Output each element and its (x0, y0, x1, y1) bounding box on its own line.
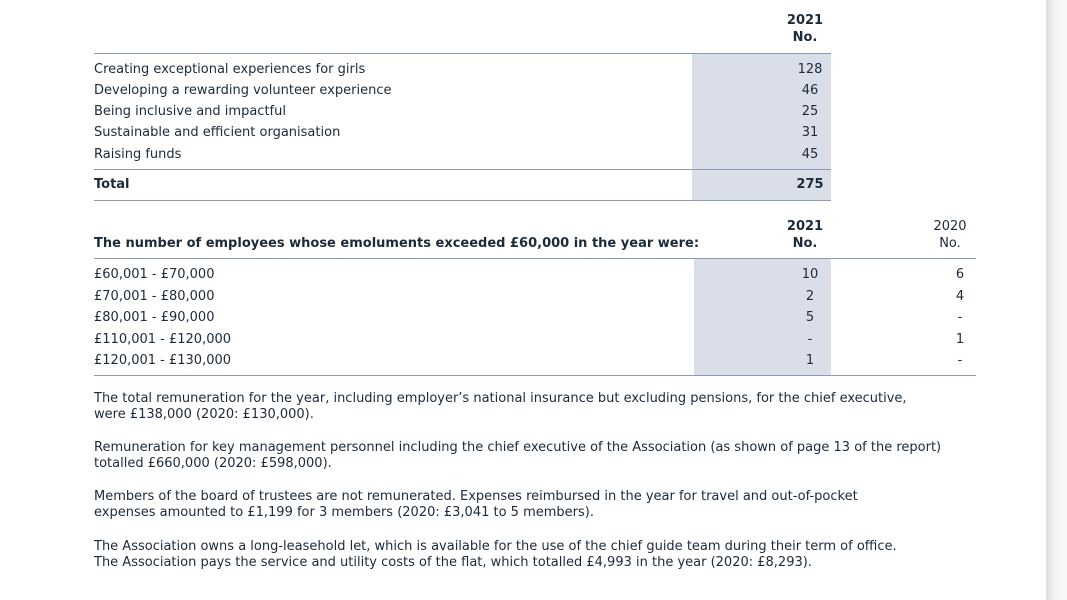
table2-2021-header-unit: No. (792, 236, 818, 251)
row-value: 46 (801, 83, 819, 98)
table1-total-value: 275 (796, 177, 824, 192)
paragraph-line: Members of the board of trustees are not remunerated. Expenses reimbursed in the year for travel and out-of-pocket (94, 489, 858, 504)
paragraph-line: expenses amounted to £1,199 for 3 members (2020: £3,041 to 5 members). (94, 505, 594, 520)
table1-top-rule (94, 53, 831, 54)
row-label: Sustainable and efficient organisation (94, 125, 341, 140)
table2-2020-header-unit: No. (939, 236, 961, 251)
table1-bottom-rule (94, 200, 831, 201)
paragraph-line: The total remuneration for the year, including employer’s national insurance but excluding pensions, for the chief executive, (94, 391, 907, 406)
band-label: £60,001 - £70,000 (94, 267, 215, 282)
row-value: 45 (801, 147, 819, 162)
value-2021: 10 (801, 267, 819, 282)
value-2021: - (807, 332, 813, 347)
table2-top-rule (94, 258, 976, 259)
table2-2021-header-year: 2021 (786, 219, 824, 234)
band-label: £70,001 - £80,000 (94, 289, 215, 304)
band-label: £110,001 - £120,000 (94, 332, 232, 347)
paragraph-line: were £138,000 (2020: £130,000). (94, 407, 314, 422)
row-value: 25 (801, 104, 819, 119)
paragraph-line: Remuneration for key management personnel including the chief executive of the Association (as shown of page 13 of the report) (94, 440, 942, 455)
table1-header-unit: No. (792, 30, 818, 45)
table2-title: The number of employees whose emoluments exceeded £60,000 in the year were: (94, 236, 700, 251)
page-edge-shadow (1046, 0, 1067, 600)
row-value: 31 (801, 125, 819, 140)
value-2020: 1 (955, 332, 965, 347)
paragraph-leasehold (94, 539, 974, 571)
row-value: 128 (797, 62, 823, 77)
band-label: £80,001 - £90,000 (94, 310, 215, 325)
row-label: Raising funds (94, 147, 182, 162)
row-label: Creating exceptional experiences for girls (94, 62, 366, 77)
table2-bottom-rule (94, 375, 976, 376)
value-2021: 5 (805, 310, 815, 325)
table2-2020-header-year: 2020 (933, 219, 967, 234)
paragraph-trustees (94, 489, 974, 521)
paragraph-ceo-remuneration (94, 391, 974, 423)
paragraph-line: The Association owns a long-leasehold let, which is available for the use of the chief guide team during their term of office. (94, 539, 897, 554)
paragraph-line: totalled £660,000 (2020: £598,000). (94, 456, 332, 471)
paragraph-line: The Association pays the service and utility costs of the flat, which totalled £4,993 in the year (2020: £8,293). (94, 555, 812, 570)
table1-total-top-rule (94, 169, 831, 170)
band-label: £120,001 - £130,000 (94, 353, 232, 368)
value-2020: - (957, 353, 963, 368)
value-2020: 4 (955, 289, 965, 304)
value-2021: 1 (805, 353, 815, 368)
value-2020: - (957, 310, 963, 325)
row-label: Developing a rewarding volunteer experience (94, 83, 392, 98)
row-label: Being inclusive and impactful (94, 104, 286, 119)
paragraph-key-management (94, 440, 974, 472)
value-2020: 6 (955, 267, 965, 282)
table1-total-label: Total (94, 177, 130, 192)
value-2021: 2 (805, 289, 815, 304)
table1-header-year: 2021 (786, 13, 824, 28)
